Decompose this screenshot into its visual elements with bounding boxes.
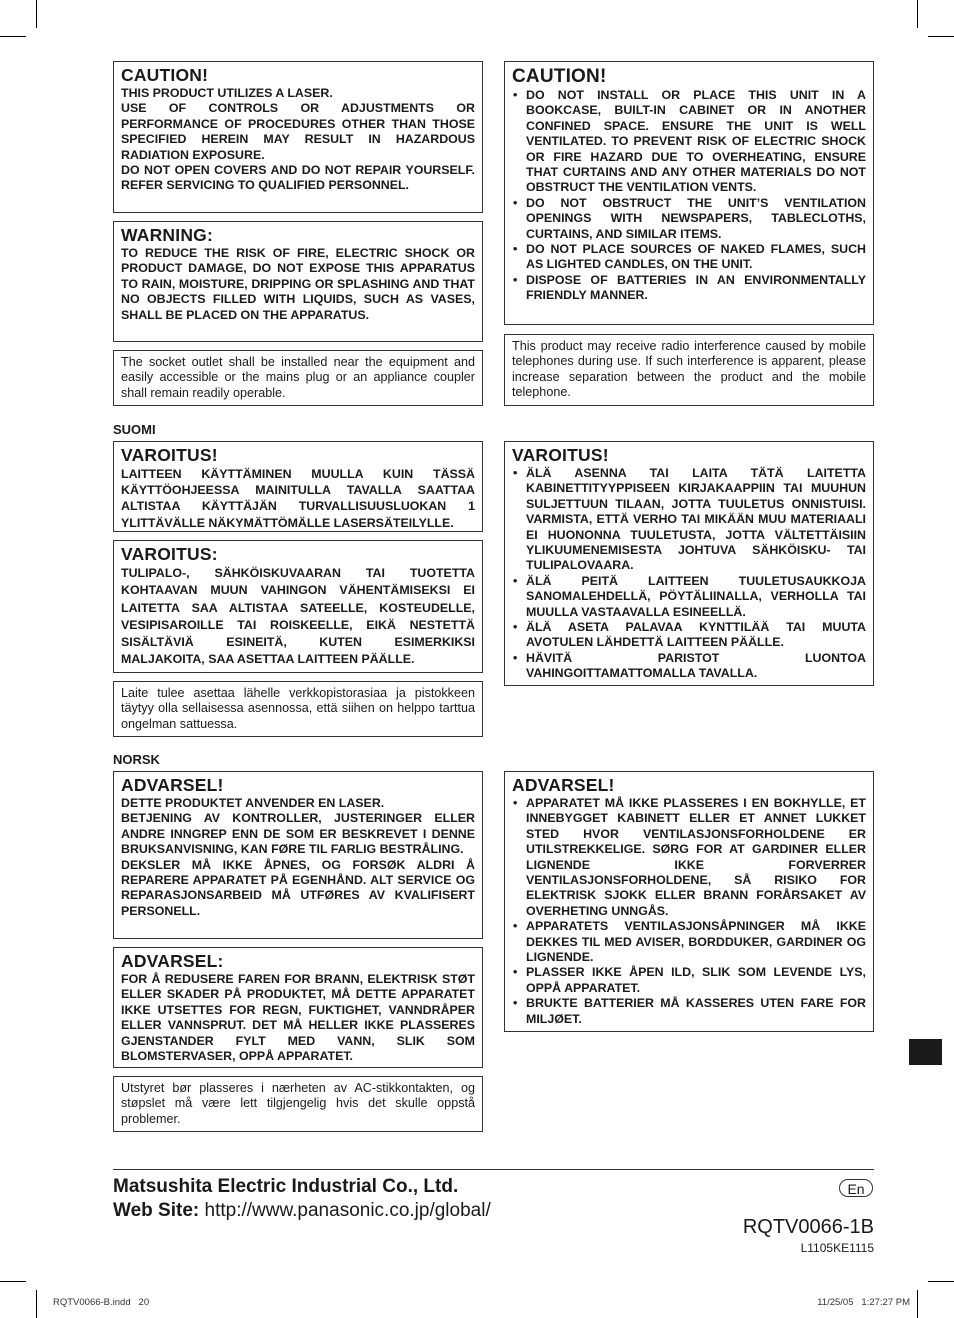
radio-note-box	[504, 334, 874, 406]
box-text: FOR Å REDUSERE FAREN FOR BRANN, ELEKTRISK STØT ELLER SKADER PÅ PRODUKTET, MÅ DETTE APPARATET IKKE UTSETTES FOR REGN, FUKTIGHET, VANNDRÅPER ELLER VANNSPRUT. DET MÅ HELLER IKKE PLASSERES GJENSTANDER FYLT MED VANN, SLIK SOM BLOMSTERVASER, OPPÅ APPARATET.	[121, 972, 475, 1064]
crop-mark	[0, 1281, 26, 1282]
crop-mark	[928, 1281, 954, 1282]
bullet-item: • DO NOT PLACE SOURCES OF NAKED FLAMES, SUCH AS LIGHTED CANDLES, ON THE UNIT.	[512, 242, 866, 273]
box-title: ADVARSEL!	[512, 775, 615, 795]
box-line: USE OF CONTROLS OR ADJUSTMENTS OR PERFORMANCE OF PROCEDURES OTHER THAN THOSE SPECIFIED HEREIN MAY RESULT IN HAZARDOUS RADIATION EXPOSURE.	[121, 101, 475, 162]
box-title: CAUTION!	[512, 66, 607, 87]
box-title: VAROITUS!	[121, 445, 218, 465]
web-site-label: Web Site:	[113, 1200, 200, 1221]
crop-mark	[917, 1290, 918, 1318]
section-label-norsk: NORSK	[113, 752, 160, 767]
bullet-list	[512, 466, 866, 682]
box-text: The socket outlet shall be installed near the equipment and easily accessible or the mains plug or an appliance coupler shall remain readily operable.	[121, 355, 475, 400]
box-text: LAITTEEN KÄYTTÄMINEN MUULLA KUIN TÄSSÄ KÄYTTÖOHJEESSA MAINITULLA TAVALLA SAATTAA ALTISTAA KÄYTTÄJÄN TURVALLISUUSLUOKAN 1 YLITTÄVÄLLE NÄKYMÄTTÖMÄLLE LASERSÄTEILYLLE.	[121, 467, 475, 530]
bullet-item: • DISPOSE OF BATTERIES IN AN ENVIRONMENTALLY FRIENDLY MANNER.	[512, 273, 866, 304]
print-code: L1105KE1115	[800, 1241, 874, 1255]
advarsel-ventilation-box	[504, 771, 874, 1032]
bullet-item: • ÄLÄ ASETA PALAVAA KYNTTILÄÄ TAI MUUTA AVOTULEN LÄHDETTÄ LAITTEEN PÄÄLLE.	[512, 620, 866, 651]
socket-note-box	[113, 350, 483, 406]
document-code: RQTV0066-1B	[742, 1216, 874, 1238]
language-badge: En	[839, 1179, 873, 1197]
box-title: ADVARSEL!	[121, 775, 224, 795]
box-title: ADVARSEL:	[121, 951, 224, 971]
socket-note-box-fi	[113, 681, 483, 737]
box-title: WARNING:	[121, 225, 214, 245]
box-title: CAUTION!	[121, 65, 209, 85]
bullet-item: • ÄLÄ ASENNA TAI LAITA TÄTÄ LAITETTA KABINETTITYYPPISEEN KIRJAKAAPPIIN TAI MUUHUN SULJETTUUN TILAAN, JOTTA TUULETUS ONNISTUISI. VARMISTA, ETTÄ VERHO TAI MIKÄÄN MUU MATERIAALI EI HUONONNA TUULETUSTA, JOTTA VÄLTETTÄISIIN YLIKUUMENEMISESTA JOHTUVA SÄHKÖISKU- TAI TULIPALOVAARA.	[512, 466, 866, 574]
box-line: DETTE PRODUKTET ANVENDER EN LASER.	[121, 796, 385, 810]
box-title: VAROITUS!	[512, 445, 609, 465]
box-line: BETJENING AV KONTROLLER, JUSTERINGER ELLER ANDRE INNGREP ENN DE SOM ER BESKREVET I DENNE BRUKSANVISNING, KAN FØRE TIL FARLIG BESTRÅLING.	[121, 811, 475, 857]
crop-mark	[36, 1290, 37, 1318]
advarsel-warning-box	[113, 947, 483, 1068]
varoitus-laser-box	[113, 441, 483, 532]
varoitus-warning-box	[113, 540, 483, 673]
bullet-item: • DO NOT INSTALL OR PLACE THIS UNIT IN A BOOKCASE, BUILT-IN CABINET OR IN ANOTHER CONFINED SPACE. ENSURE THE UNIT IS WELL VENTILATED. TO PREVENT RISK OF ELECTRIC SHOCK OR FIRE HAZARD DUE TO OVERHEATING, ENSURE THAT CURTAINS AND ANY OTHER MATERIALS DO NOT OBSTRUCT THE VENTILATION VENTS.	[512, 88, 866, 196]
footer-divider	[113, 1169, 874, 1170]
bullet-item: • DO NOT OBSTRUCT THE UNIT’S VENTILATION OPENINGS WITH NEWSPAPERS, TABLECLOTHS, CURTAINS, AND SIMILAR ITEMS.	[512, 196, 866, 242]
box-text: TULIPALO-, SÄHKÖISKUVAARAN TAI TUOTETTA KOHTAAVAN MUUN VAHINGON VÄHENTÄMISEKSI EI LAITETTA SAA ALTISTAA SATEELLE, KOSTEUDELLE, VESIPISAROILLE TAI ROISKEELLE, EIKÄ NESTETTÄ SISÄLTÄVIÄ ESINEITÄ, KUTEN ESIMERKIKSI MALJAKOITA, SAA ASETTAA LAITTEEN PÄÄLLE.	[121, 566, 475, 667]
crop-mark	[0, 36, 26, 37]
crop-mark	[917, 0, 918, 28]
box-text: Laite tulee asettaa lähelle verkkopistorasiaa ja pistokkeen täytyy olla sellaisessa asennossa, että siihen on helppo tarttua ongelman sattuessa.	[121, 686, 475, 731]
box-text: Utstyret bør plasseres i nærheten av AC-stikkontakten, og støpslet må være lett tilgjengelig hvis det skulle oppstå problemer.	[121, 1081, 475, 1126]
bullet-item: • HÄVITÄ PARISTOT LUONTOA VAHINGOITTAMATTOMALLA TAVALLA.	[512, 651, 866, 682]
crop-mark	[36, 0, 37, 28]
file-info: RQTV0066-B.indd 20	[53, 1297, 150, 1308]
warning-box	[113, 221, 483, 342]
bullet-list	[512, 796, 866, 1027]
bullet-item: • APPARATET MÅ IKKE PLASSERES I EN BOKHYLLE, ET INNEBYGGET KABINETT ELLER ET ANNET LUKKET STED HVOR VENTILASJONSFORHOLDENE ER UTILSTREKKELIGE. SØRG FOR AT GARDINER ELLER LIGNENDE IKKE FORVERRER VENTILASJONSFORHOLDENE, SÅ RISIKO FOR ELEKTRISK SJOKK ELLER BRANN FORÅRSAKET AV OVERHETING UNNGÅS.	[512, 796, 866, 919]
section-label-suomi: SUOMI	[113, 422, 156, 437]
crop-mark	[928, 36, 954, 37]
web-site-url[interactable]: http://www.panasonic.co.jp/global/	[204, 1200, 491, 1221]
box-text: TO REDUCE THE RISK OF FIRE, ELECTRIC SHOCK OR PRODUCT DAMAGE, DO NOT EXPOSE THIS APPARATUS TO RAIN, MOISTURE, DRIPPING OR SPLASHING AND THAT NO OBJECTS FILLED WITH LIQUIDS, SUCH AS VASES, SHALL BE PLACED ON THE APPARATUS.	[121, 246, 475, 322]
socket-note-box-no	[113, 1076, 483, 1132]
varoitus-ventilation-box	[504, 441, 874, 686]
box-text: This product may receive radio interference caused by mobile telephones during use. If such interference is apparent, please increase separation between the product and the mobile telephone.	[512, 339, 866, 400]
box-line: DO NOT OPEN COVERS AND DO NOT REPAIR YOURSELF. REFER SERVICING TO QUALIFIED PERSONNEL.	[121, 163, 475, 193]
bullet-item: • BRUKTE BATTERIER MÅ KASSERES UTEN FARE FOR MILJØET.	[512, 996, 866, 1027]
web-site-line	[113, 1200, 491, 1222]
caution-ventilation-box	[504, 61, 874, 325]
bullet-item: • APPARATETS VENTILASJONSÅPNINGER MÅ IKKE DEKKES TIL MED AVISER, BORDDUKER, GARDINER OG LIGNENDE.	[512, 919, 866, 965]
timestamp: 11/25/05 1:27:27 PM	[817, 1297, 910, 1308]
box-title: VAROITUS:	[121, 544, 218, 564]
bullet-list	[512, 88, 866, 304]
company-name: Matsushita Electric Industrial Co., Ltd.	[113, 1176, 459, 1197]
bullet-item: • ÄLÄ PEITÄ LAITTEEN TUULETUSAUKKOJA SANOMALEHDELLÄ, PÖYTÄLIINALLA, VERHOLLA TAI MUULLA VASTAAVALLA ESINEELLÄ.	[512, 574, 866, 620]
box-line: THIS PRODUCT UTILIZES A LASER.	[121, 86, 333, 100]
advarsel-laser-box	[113, 771, 483, 939]
box-line: DEKSLER MÅ IKKE ÅPNES, OG FORSØK ALDRI Å REPARERE APPARATET PÅ EGENHÅND. ALT SERVICE OG REPARASJONSARBEID MÅ UTFØRES AV KVALIFISERT PERSONELL.	[121, 857, 475, 918]
bullet-item: • PLASSER IKKE ÅPEN ILD, SLIK SOM LEVENDE LYS, OPPÅ APPARATET.	[512, 965, 866, 996]
caution-laser-box	[113, 61, 483, 213]
page-edge-tab	[909, 1039, 942, 1065]
